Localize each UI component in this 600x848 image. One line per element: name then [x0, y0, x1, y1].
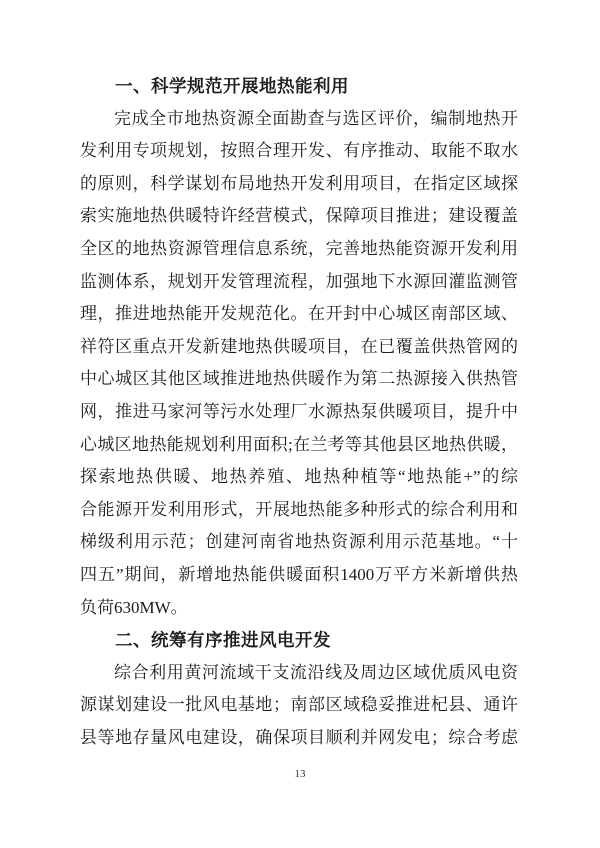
paragraph-line: 源谋划建设一批风电基地；南部区域稳妥推进杞县、通许	[80, 695, 518, 715]
section-heading-1: 一、科学规范开展地热能利用	[115, 76, 349, 96]
paragraph-line: 四五”期间，新增地热能供暖面积1400万平方米新增供热	[80, 564, 518, 584]
paragraph-line: 负荷630MW。	[80, 597, 188, 617]
section-heading-2: 二、统筹有序推进风电开发	[115, 630, 331, 651]
page-number: 13	[294, 768, 306, 780]
paragraph-line: 祥符区重点开发新建地热供暖项目，在已覆盖供热管网的	[80, 336, 518, 356]
paragraph-line: 探索地热供暖、地热养殖、地热种植等“地热能+”的综	[80, 467, 518, 487]
paragraph-line: 综合利用黄河流域干支流沿线及周边区域优质风电资	[114, 662, 518, 682]
paragraph-line: 梯级利用示范；创建河南省地热资源利用示范基地。“十	[80, 532, 518, 552]
document-body	[80, 70, 518, 754]
paragraph-line: 监测体系，规划开发管理流程，加强地下水源回灌监测管	[80, 271, 518, 291]
paragraph-line: 心城区地热能规划利用面积;在兰考等其他县区地热供暖，	[80, 434, 518, 454]
paragraph-line: 理，推进地热能开发规范化。在开封中心城区南部区域、	[80, 304, 518, 324]
paragraph-line: 网，推进马家河等污水处理厂水源热泵供暖项目，提升中	[80, 401, 518, 421]
paragraph-line: 索实施地热供暖特许经营模式，保障项目推进；建设覆盖	[80, 206, 518, 226]
paragraph-line: 的原则，科学谋划布局地热开发利用项目，在指定区域探	[80, 173, 518, 193]
paragraph-line: 中心城区其他区域推进地热供暖作为第二热源接入供热管	[80, 369, 518, 389]
paragraph-line: 县等地存量风电建设，确保项目顺利并网发电；综合考虑	[80, 727, 518, 747]
paragraph-line: 合能源开发利用形式，开展地热能多种形式的综合利用和	[80, 499, 518, 519]
paragraph-line: 发利用专项规划，按照合理开发、有序推动、取能不取水	[80, 141, 518, 161]
paragraph-line: 全区的地热资源管理信息系统，完善地热能资源开发利用	[80, 238, 518, 258]
paragraph-line: 完成全市地热资源全面勘查与选区评价，编制地热开	[114, 108, 518, 128]
